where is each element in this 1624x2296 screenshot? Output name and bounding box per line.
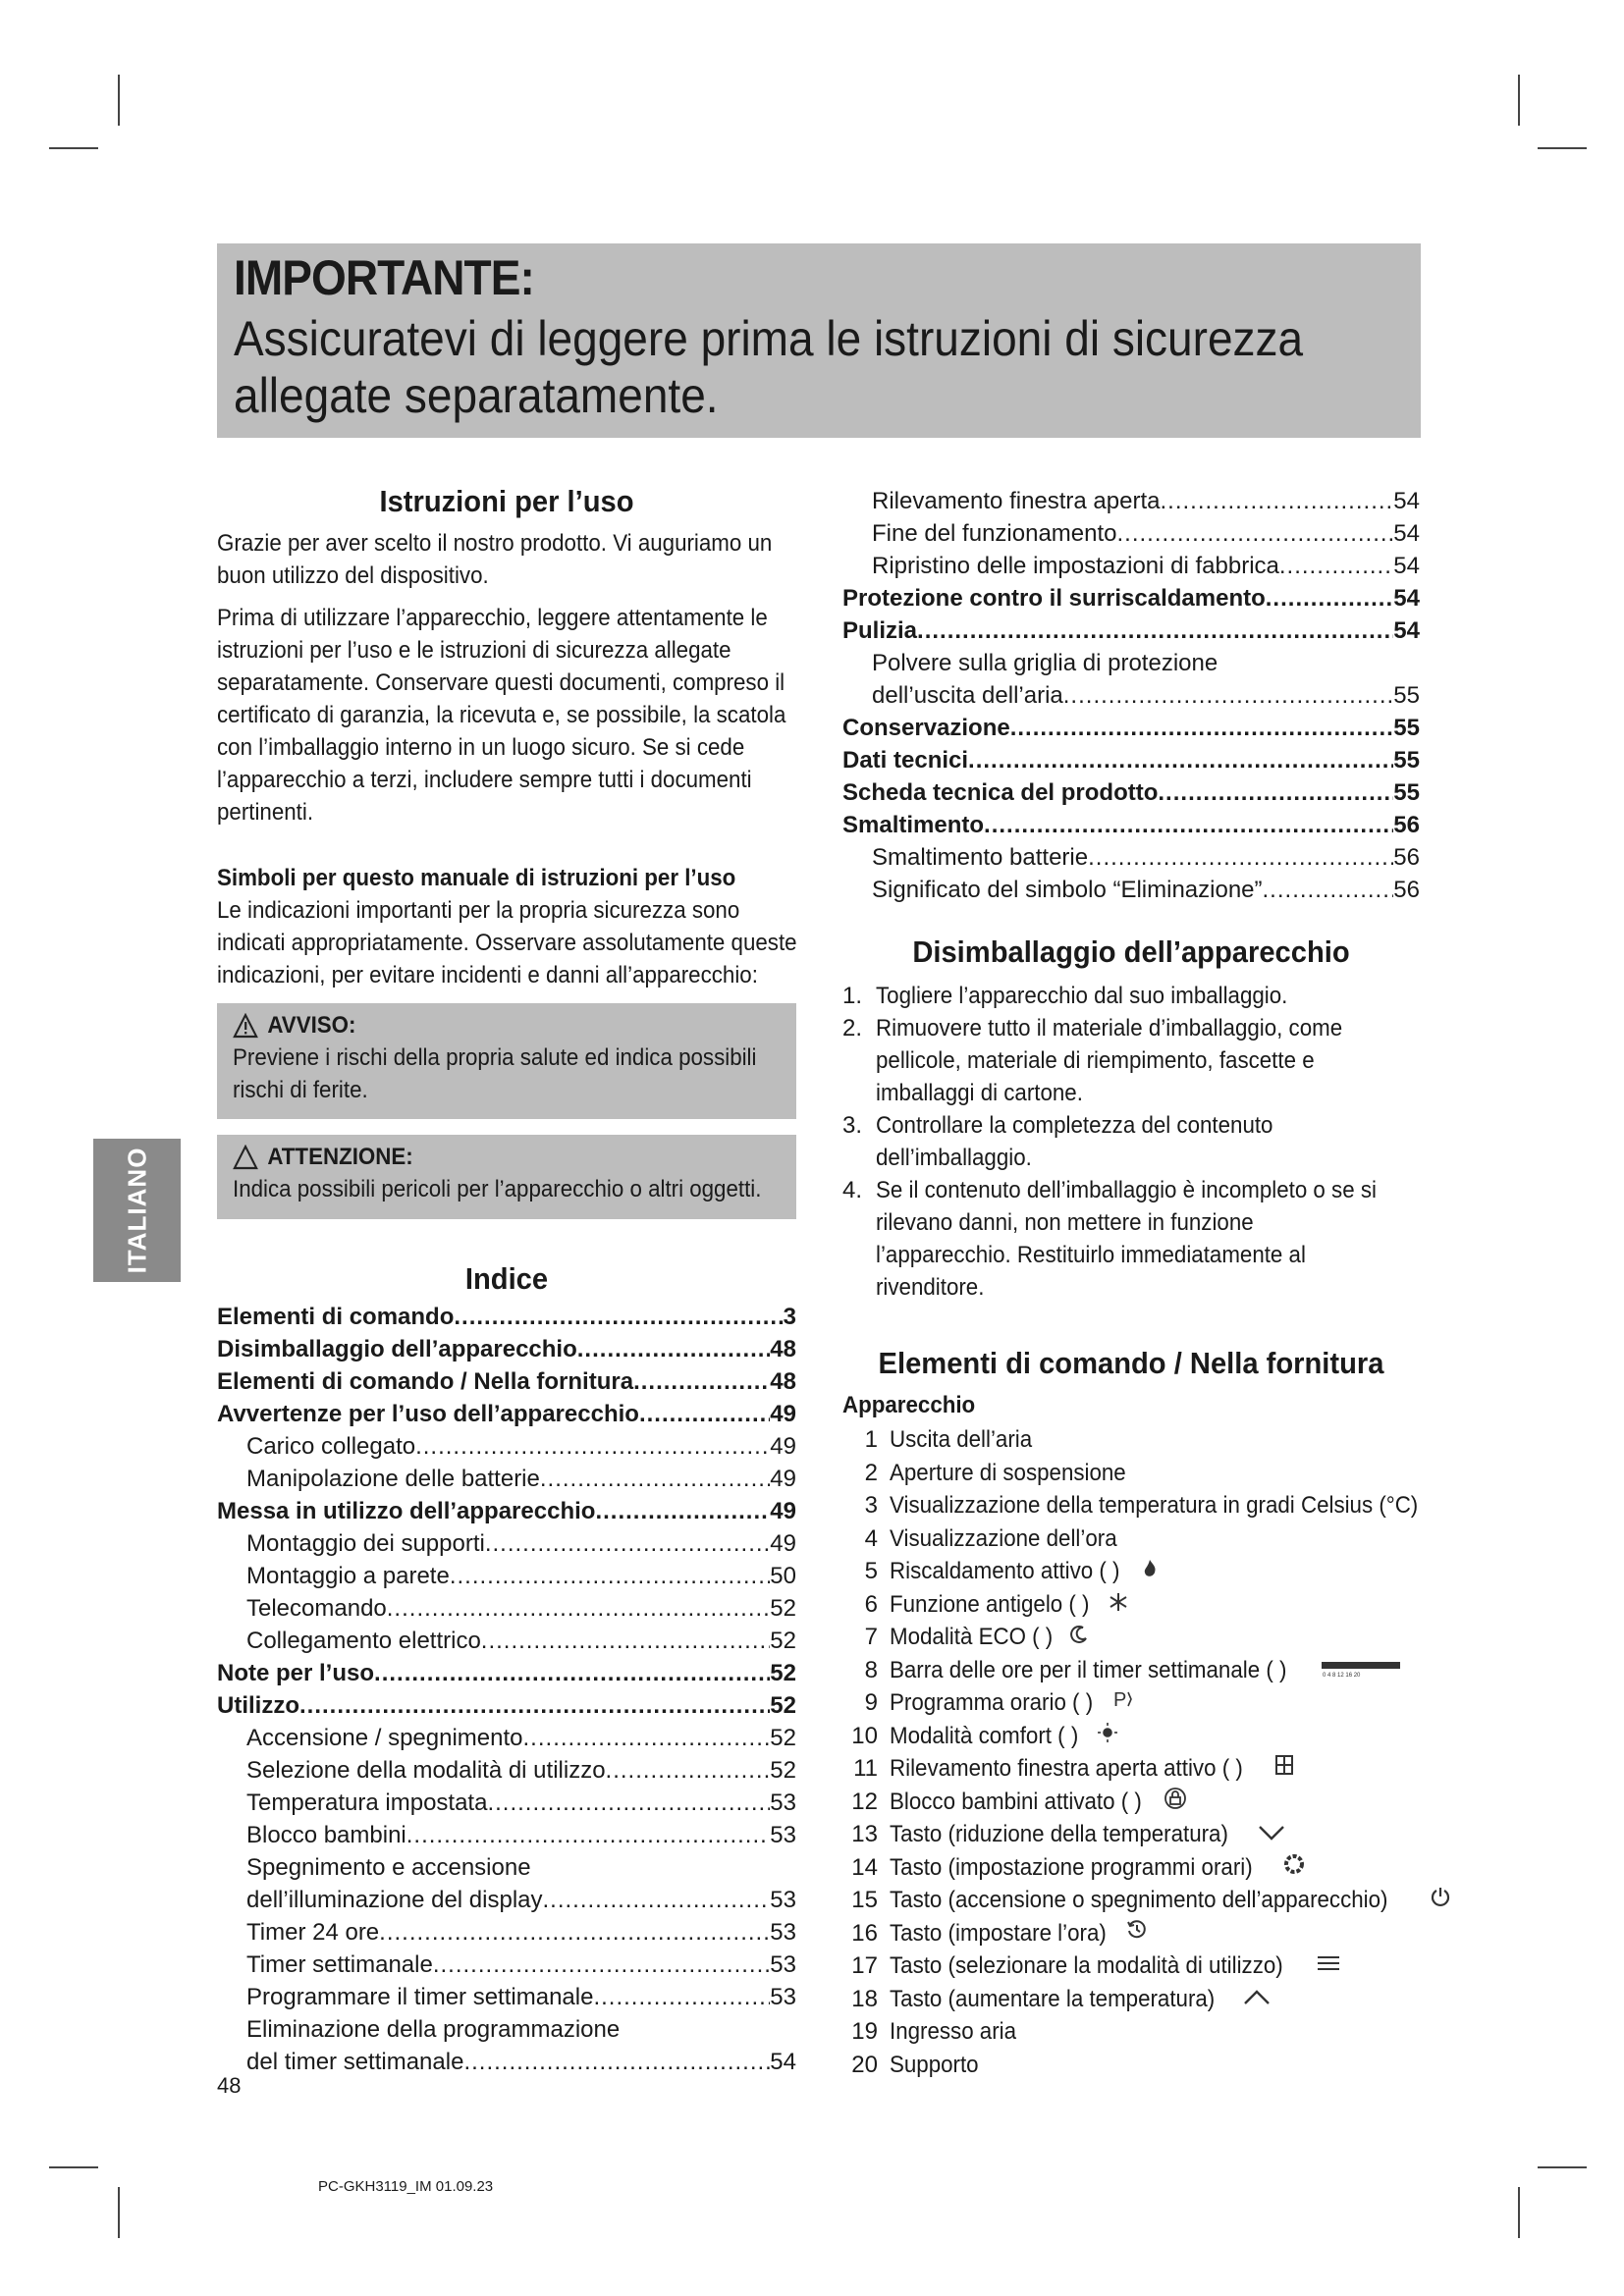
element-label: Blocco bambini attivato ( ): [890, 1788, 1142, 1815]
element-item: [842, 1423, 1420, 1457]
toc-leader-dots: [633, 1365, 770, 1398]
warning-box: [217, 1003, 796, 1119]
elements-subtitle: Apparecchio: [842, 1392, 976, 1418]
list-item: 1. Togliere l’apparecchio dal suo imballaggio.: [842, 983, 1288, 1009]
svg-text:P: P: [1112, 1689, 1127, 1710]
toc-leader-dots: [1160, 485, 1393, 517]
toc-entry: [842, 809, 1420, 841]
flame-icon: [1141, 1555, 1159, 1587]
important-banner: [217, 243, 1421, 438]
toc-entry-label: Montaggio dei supporti: [246, 1530, 485, 1557]
toc-entry-label: Programmare il timer settimanale: [246, 1984, 594, 2010]
toc-entry-page: 53: [770, 1789, 796, 1816]
toc-entry-label: dell’uscita dell’aria: [872, 682, 1063, 709]
element-number: 16: [851, 1919, 878, 1947]
toc-leader-dots: [984, 809, 1393, 841]
toc-entry-label: Scheda tecnica del prodotto: [842, 779, 1159, 806]
toc-entry-label: Telecomando: [246, 1595, 387, 1622]
element-item: [842, 1555, 1420, 1588]
toc-entry-label: Polvere sulla griglia di protezione: [872, 650, 1218, 676]
crop-mark: [1538, 2166, 1587, 2168]
toc-leader-dots: [639, 1398, 770, 1430]
toc-entry: [217, 1463, 796, 1495]
sun-icon: [1097, 1720, 1118, 1752]
toc-leader-dots: [374, 1657, 770, 1689]
element-label: Tasto (riduzione della temperatura): [890, 1821, 1228, 1847]
element-number: 17: [851, 1952, 878, 1979]
toc-entry-label: Temperatura impostata: [246, 1789, 488, 1816]
element-item: [842, 1621, 1420, 1654]
toc-leader-dots: [379, 1916, 770, 1949]
toc-entry: [842, 485, 1420, 517]
power-icon: [1430, 1884, 1451, 1916]
toc-entry-page: 49: [770, 1401, 796, 1427]
list-item: 4. Se il contenuto dell’imballaggio è incompleto o se si rilevano danni, non mettere in funzione l’apparecchio. Restituirlo immediatamente al rivenditore.: [842, 1177, 1377, 1301]
toc-entry-label: Ripristino delle impostazioni di fabbrica: [872, 553, 1279, 579]
toc-leader-dots: [454, 1301, 783, 1333]
toc-entry: [217, 1495, 796, 1527]
toc-entry-label: Pulizia: [842, 617, 918, 644]
element-label: Tasto (impostazione programmi orari): [890, 1853, 1253, 1881]
toc-entry: [217, 1625, 796, 1657]
element-item: [842, 2015, 1420, 2049]
toc-entry-label: Carico collegato: [246, 1433, 416, 1460]
warning-title: AVVISO:: [267, 1012, 356, 1039]
section-title-elements: Elementi di comando / Nella fornitura: [878, 1346, 1384, 1380]
element-item: [842, 1786, 1420, 1819]
toc-entry: [842, 712, 1420, 744]
crop-mark: [118, 2187, 120, 2238]
element-label: Ingresso aria: [890, 2018, 1017, 2045]
toc-entry-page: 54: [770, 2049, 796, 2075]
element-item: [842, 1654, 1420, 1687]
toc-entry: [217, 1851, 796, 1884]
toc-leader-dots: [917, 614, 1393, 647]
unpacking-steps: [842, 980, 1420, 1304]
toc-entry: [842, 614, 1420, 647]
toc-leader-dots: [1010, 712, 1394, 744]
element-item: [842, 1489, 1420, 1522]
element-number: 20: [851, 2051, 878, 2078]
toc-entry-page: 55: [1393, 747, 1420, 774]
warning-text: Previene i rischi della propria salute ed indica possibili rischi di ferite.: [233, 1044, 757, 1103]
toc-entry-page: 53: [770, 1887, 796, 1913]
toc-entry-page: 54: [1393, 617, 1420, 644]
toc-leader-dots: [1279, 550, 1393, 582]
list-item: 2. Rimuovere tutto il materiale d’imballaggio, come pellicole, materiale di riempimento, fascette e imballaggi di cartone.: [842, 1015, 1343, 1106]
page-number: 48: [217, 2073, 242, 2098]
list-item: 3. Controllare la completezza del contenuto dell’imballaggio.: [842, 1112, 1273, 1171]
moon-icon: [1069, 1621, 1089, 1653]
toc-entry-page: 53: [770, 1951, 796, 1978]
toc-entry-page: 53: [770, 1984, 796, 2010]
toc-entry: [217, 1722, 796, 1754]
toc-entry-label: Dati tecnici: [842, 747, 969, 774]
toc-leader-dots: [415, 1430, 770, 1463]
toc-entry-page: 52: [770, 1757, 796, 1784]
read-instructions-paragraph: Prima di utilizzare l’apparecchio, leggere attentamente le istruzioni per l’uso e le istruzioni di sicurezza allegate separatamente. Conservare questi documenti, compreso il certificato di garanzia, la ricevuta e, se possibile, la scatola con l’imballaggio interno in un luogo sicuro. Se si cede l’apparecchio a terzi, includere sempre tutti i documenti pertinenti.: [217, 605, 786, 826]
element-number: 1: [864, 1426, 878, 1453]
element-item: [842, 1686, 1420, 1720]
toc-entry-label: Timer settimanale: [246, 1951, 433, 1978]
toc-entry-page: 53: [770, 1822, 796, 1848]
element-item: [842, 1983, 1420, 2016]
element-item: [842, 1949, 1420, 1983]
toc-entry-label: Protezione contro il surriscaldamento: [842, 585, 1266, 612]
toc-entry-page: 52: [770, 1660, 796, 1686]
toc-leader-dots: [450, 1560, 770, 1592]
toc-entry: [842, 841, 1420, 874]
intro-paragraph: Grazie per aver scelto il nostro prodotto. Vi auguriamo un buon utilizzo del dispositivo.: [217, 530, 773, 589]
element-label: Modalità ECO ( ): [890, 1624, 1054, 1650]
element-item: [842, 1851, 1420, 1885]
element-label: Funzione antigelo ( ): [890, 1590, 1090, 1618]
toc-entry: [217, 1916, 796, 1949]
element-label: Aperture di sospensione: [890, 1459, 1126, 1486]
toc-entry-label: Disimballaggio dell’apparecchio: [217, 1336, 577, 1362]
toc-entry-page: 53: [770, 1919, 796, 1946]
toc-entry-page: 52: [770, 1628, 796, 1654]
toc-leader-dots: [299, 1689, 770, 1722]
toc-entry: [217, 1884, 796, 1916]
toc-entry-page: 50: [770, 1563, 796, 1589]
toc-entry: [217, 1398, 796, 1430]
toc-leader-dots: [540, 1463, 770, 1495]
toc-leader-dots: [1117, 517, 1394, 550]
toc-entry-label: Significato del simbolo “Eliminazione”: [872, 877, 1263, 903]
element-item: [842, 1917, 1420, 1950]
element-label: Barra delle ore per il timer settimanale ( ): [890, 1656, 1287, 1683]
toc-entry-page: 54: [1393, 585, 1420, 612]
toc-entry-label: Conservazione: [842, 715, 1010, 741]
toc-entry: [217, 1560, 796, 1592]
symbols-paragraph: Le indicazioni importanti per la propria sicurezza sono indicati appropriatamente. Osservare assolutamente queste indicazioni, per evitare incidenti e danni all’apparecchio:: [217, 897, 797, 988]
toc-entry-page: 49: [770, 1466, 796, 1492]
element-number: 5: [864, 1558, 878, 1584]
toc-entry-label: Elementi di comando / Nella fornitura: [217, 1368, 634, 1395]
banner-title: IMPORTANTE:: [234, 250, 534, 305]
element-label: Tasto (impostare l’ora): [890, 1919, 1107, 1947]
element-label: Tasto (accensione o spegnimento dell’apparecchio): [890, 1887, 1388, 1913]
table-of-contents-left: [217, 1301, 796, 2078]
toc-entry: [217, 1333, 796, 1365]
toc-entry-page: 49: [770, 1433, 796, 1460]
toc-entry-page: 55: [1393, 779, 1420, 806]
toc-entry-page: 3: [783, 1304, 796, 1330]
element-label: Uscita dell’aria: [890, 1426, 1033, 1453]
toc-entry-label: Elementi di comando: [217, 1304, 455, 1330]
element-item: [842, 1884, 1420, 1917]
caution-text: Indica possibili pericoli per l’apparecchio o altri oggetti.: [233, 1176, 762, 1202]
toc-leader-dots: [523, 1722, 771, 1754]
caution-title: ATTENZIONE:: [267, 1144, 413, 1170]
left-column: [217, 485, 796, 2078]
snowflake-icon: [1109, 1588, 1128, 1621]
element-number: 18: [851, 1985, 878, 2012]
toc-entry-page: 56: [1393, 844, 1420, 871]
element-number: 7: [864, 1624, 878, 1650]
banner-text: Assicuratevi di leggere prima le istruzioni di sicurezza allegate separatamente.: [234, 311, 1304, 423]
element-label: Supporto: [890, 2051, 979, 2078]
toc-leader-dots: [387, 1592, 771, 1625]
toc-entry-label: Manipolazione delle batterie: [246, 1466, 540, 1492]
toc-entry: [842, 776, 1420, 809]
toc-entry-page: 56: [1393, 812, 1420, 838]
gear-icon: [1283, 1851, 1305, 1884]
toc-entry: [217, 1819, 796, 1851]
toc-entry-page: 52: [770, 1725, 796, 1751]
section-title-unpacking: Disimballaggio dell’apparecchio: [912, 934, 1350, 969]
toc-entry: [217, 2013, 796, 2046]
element-label: Programma orario ( ): [890, 1689, 1094, 1716]
toc-leader-dots: [593, 1981, 770, 2013]
program-p-icon: [1112, 1686, 1142, 1719]
toc-entry-page: 48: [770, 1368, 796, 1395]
window-icon: [1273, 1752, 1295, 1785]
element-number: 8: [864, 1656, 878, 1683]
toc-entry-label: Spegnimento e accensione: [246, 1854, 531, 1881]
crop-mark: [1538, 147, 1587, 149]
element-number: 13: [851, 1821, 878, 1847]
toc-leader-dots: [543, 1884, 771, 1916]
toc-leader-dots: [1063, 679, 1394, 712]
element-number: 4: [864, 1524, 878, 1552]
element-number: 10: [851, 1722, 878, 1749]
toc-entry: [217, 1365, 796, 1398]
toc-entry-label: dell’illuminazione del display: [246, 1887, 543, 1913]
element-item: [842, 1522, 1420, 1556]
toc-leader-dots: [595, 1495, 770, 1527]
toc-entry: [217, 1754, 796, 1787]
toc-leader-dots: [406, 1819, 771, 1851]
clock-icon: [1126, 1917, 1148, 1949]
crop-mark: [49, 147, 98, 149]
toc-entry-page: 54: [1393, 520, 1420, 547]
right-column: [842, 485, 1420, 2081]
element-label: Rilevamento finestra aperta attivo ( ): [890, 1755, 1243, 1782]
element-number: 3: [864, 1492, 878, 1519]
toc-entry: [842, 744, 1420, 776]
toc-leader-dots: [481, 1625, 771, 1657]
element-number: 15: [851, 1887, 878, 1913]
element-item: [842, 1818, 1420, 1851]
symbols-heading: Simboli per questo manuale di istruzioni per l’uso: [217, 865, 736, 891]
element-number: 12: [851, 1788, 878, 1815]
index-title: Indice: [464, 1261, 549, 1296]
element-number: 19: [851, 2018, 878, 2045]
toc-entry-label: Utilizzo: [217, 1692, 299, 1719]
element-label: Tasto (aumentare la temperatura): [890, 1985, 1216, 2012]
toc-leader-dots: [1263, 874, 1394, 906]
toc-entry-page: 52: [770, 1595, 796, 1622]
toc-entry: [842, 517, 1420, 550]
toc-entry: [842, 647, 1420, 679]
toc-entry: [217, 1527, 796, 1560]
toc-entry-page: 54: [1393, 553, 1420, 579]
toc-entry-page: 55: [1393, 682, 1420, 709]
toc-entry-label: Rilevamento finestra aperta: [872, 488, 1161, 514]
toc-entry: [217, 1787, 796, 1819]
toc-leader-dots: [485, 1527, 770, 1560]
toc-entry-label: Accensione / spegnimento: [246, 1725, 523, 1751]
toc-entry-label: Timer 24 ore: [246, 1919, 380, 1946]
element-label: Riscaldamento attivo ( ): [890, 1558, 1120, 1584]
toc-entry: [842, 582, 1420, 614]
toc-entry: [842, 679, 1420, 712]
chevron-up-icon: [1243, 1983, 1271, 2015]
element-item: [842, 1752, 1420, 1786]
element-item: [842, 2049, 1420, 2082]
toc-leader-dots: [463, 2046, 770, 2078]
crop-mark: [1518, 75, 1520, 126]
toc-entry-page: 55: [1393, 715, 1420, 741]
toc-entry: [217, 2046, 796, 2078]
toc-leader-dots: [433, 1949, 770, 1981]
section-title-instructions: Istruzioni per l’uso: [379, 484, 634, 518]
toc-entry: [217, 1592, 796, 1625]
element-item: [842, 1588, 1420, 1622]
toc-entry-page: 49: [770, 1530, 796, 1557]
toc-leader-dots: [487, 1787, 770, 1819]
element-number: 14: [851, 1853, 878, 1881]
element-label: Visualizzazione dell’ora: [890, 1524, 1117, 1552]
toc-entry-label: Messa in utilizzo dell’apparecchio: [217, 1498, 596, 1524]
toc-entry-label: Smaltimento batterie: [872, 844, 1089, 871]
toc-entry-page: 49: [770, 1498, 796, 1524]
caution-triangle-icon: [233, 1145, 258, 1170]
toc-entry-page: 52: [770, 1692, 796, 1719]
element-label: Tasto (selezionare la modalità di utilizzo): [890, 1952, 1283, 1979]
toc-entry-label: del timer settimanale: [246, 2049, 464, 2075]
toc-entry-label: Note per l’uso: [217, 1660, 375, 1686]
language-tab-label: ITALIANO: [122, 1147, 151, 1274]
element-label: Modalità comfort ( ): [890, 1722, 1079, 1749]
toc-entry-label: Collegamento elettrico: [246, 1628, 481, 1654]
toc-entry: [217, 1949, 796, 1981]
toc-entry: [842, 550, 1420, 582]
toc-entry: [217, 1981, 796, 2013]
element-number: 2: [864, 1459, 878, 1486]
element-item: [842, 1720, 1420, 1753]
toc-entry: [842, 874, 1420, 906]
caution-box: [217, 1135, 796, 1219]
chevron-down-icon: [1258, 1818, 1285, 1850]
element-number: 11: [853, 1755, 878, 1782]
element-item: [842, 1457, 1420, 1490]
toc-entry-label: Montaggio a parete: [246, 1563, 450, 1589]
warning-triangle-icon: [233, 1013, 258, 1039]
toc-entry-label: Fine del funzionamento: [872, 520, 1117, 547]
crop-mark: [1518, 2187, 1520, 2238]
footer-code: PC-GKH3119_IM 01.09.23: [318, 2178, 494, 2195]
lock-icon: [1164, 1786, 1186, 1818]
toc-leader-dots: [968, 744, 1393, 776]
toc-entry-label: Eliminazione della programmazione: [246, 2016, 621, 2043]
toc-entry-label: Smaltimento: [842, 812, 985, 838]
element-number: 6: [864, 1590, 878, 1618]
crop-mark: [49, 2166, 98, 2168]
crop-mark: [118, 75, 120, 126]
toc-entry: [217, 1430, 796, 1463]
toc-entry-page: 48: [770, 1336, 796, 1362]
element-label: Visualizzazione della temperatura in gradi Celsius (°C): [890, 1492, 1419, 1519]
element-number: 9: [864, 1689, 878, 1716]
toc-leader-dots: [577, 1333, 771, 1365]
mode-sliders-icon: [1317, 1949, 1340, 1982]
toc-entry-label: Avvertenze per l’uso dell’apparecchio: [217, 1401, 639, 1427]
toc-entry: [217, 1689, 796, 1722]
toc-leader-dots: [1158, 776, 1393, 809]
toc-entry-label: Selezione della modalità di utilizzo: [246, 1757, 606, 1784]
toc-entry-label: Blocco bambini: [246, 1822, 406, 1848]
elements-list: [842, 1423, 1420, 2081]
toc-entry: [217, 1657, 796, 1689]
toc-entry-page: 54: [1393, 488, 1420, 514]
time-bar-icon: [1321, 1654, 1401, 1686]
toc-leader-dots: [1266, 582, 1394, 614]
svg-text:0 4 8 12 16 20: 0 4 8 12 16 20: [1322, 1672, 1361, 1678]
toc-entry: [217, 1301, 796, 1333]
toc-leader-dots: [606, 1754, 771, 1787]
toc-entry-page: 56: [1393, 877, 1420, 903]
toc-leader-dots: [1088, 841, 1393, 874]
table-of-contents-right: [842, 485, 1420, 906]
language-tab: [93, 1139, 181, 1282]
